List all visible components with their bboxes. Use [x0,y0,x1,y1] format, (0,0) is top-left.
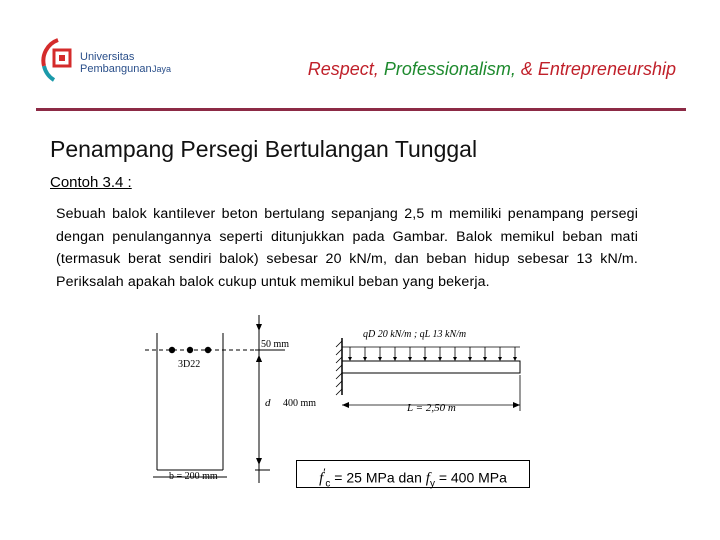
problem-paragraph: Sebuah balok kantilever beton bertulang sepanjang 2,5 m memiliki penampang persegi dengan penulangannya seperti ditunjukkan pada Gambar. Balok memikul beban mati (termasuk berat sendiri balok) sebesar 20 kN/m, dan beban hidup sebesar 13 kN/m. Periksalah apakah balok cukup untuk memikul beban yang bekerja. [56,206,638,290]
logo-text-line1: Universitas [80,51,135,63]
cover-label: 50 mm [261,339,290,350]
material-properties-box [296,460,530,488]
load-label: qD 20 kN/m ; qL 13 kN/m [363,329,467,340]
tagline [200,58,676,80]
slide-title: Penampang Persegi Bertulangan Tunggal [50,136,478,162]
span-label: L = 2,50 m [407,402,456,414]
university-logo [40,36,180,86]
fc-value: = 25 MPa dan [330,469,426,486]
example-heading: Contoh 3.4 : [50,174,132,191]
fc-prime: ′ [323,467,326,480]
logo-text-line3: Jaya [152,64,172,74]
cantilever-diagram [336,329,520,414]
depth-label: 400 mm [283,398,317,409]
tagline-entrepreneurship: Entrepreneurship [537,59,676,79]
fy-subscript: y [429,478,435,490]
tagline-respect: Respect, [307,59,379,79]
width-label: b = 200 mm [169,471,218,482]
tagline-ampersand: & [520,59,533,79]
fc-symbol: f [319,470,324,487]
cross-section-diagram [145,315,316,483]
d-label: d [265,397,271,409]
tagline-professionalism: Professionalism, [383,59,516,79]
bars-label: 3D22 [178,359,201,370]
logo-mark-icon [40,36,180,86]
load-arrows [350,347,515,359]
fy-value: = 400 MPa [434,469,507,486]
fc-subscript: c [325,478,331,490]
fy-symbol: f [425,470,430,487]
logo-text-line2: Pembangunan [80,63,152,75]
header-divider [36,108,686,111]
